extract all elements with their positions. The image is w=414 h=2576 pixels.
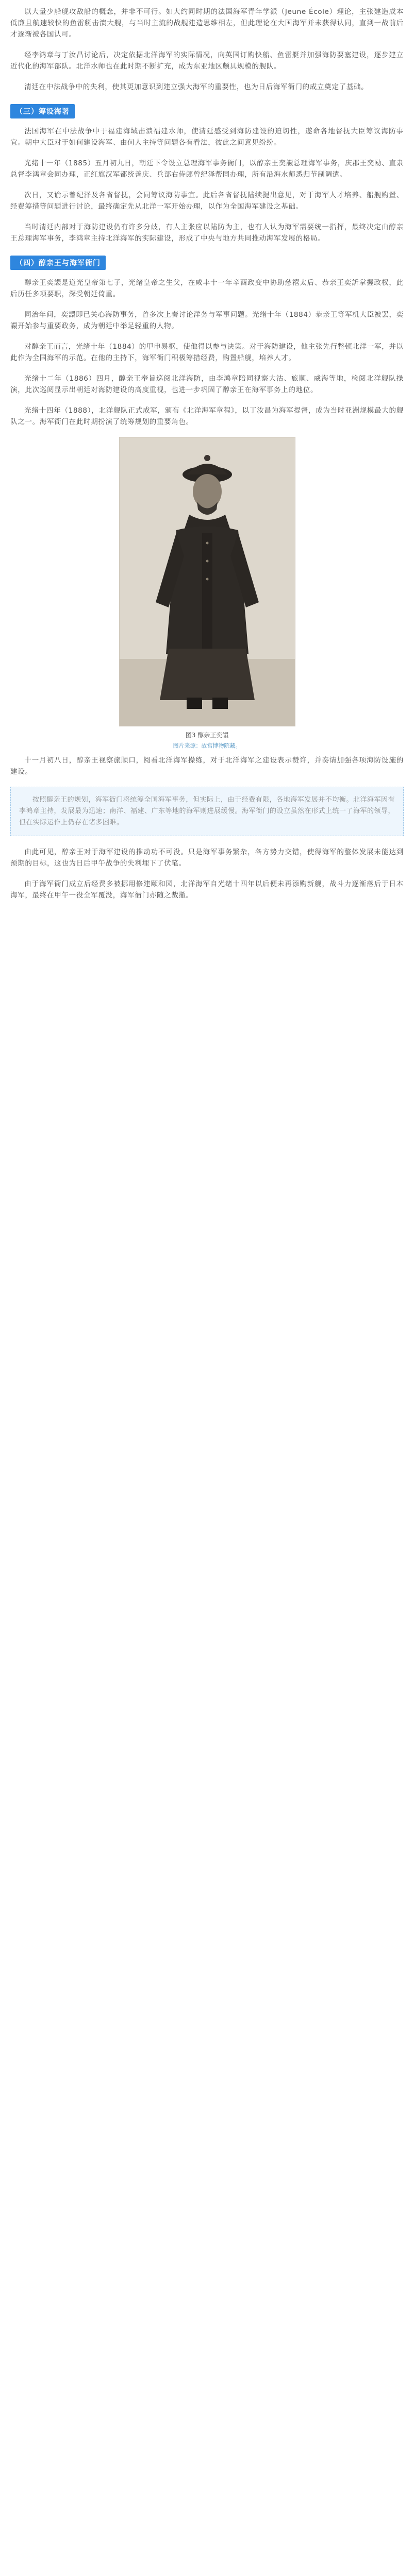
section-paragraph: 同治年间，奕譞即已关心海防事务，曾多次上奏讨论洋务与军事问题。光绪十年（1884）恭亲王等军机大臣被罢，奕譞开始参与重要政务，成为朝廷中举足轻重的人物。	[10, 311, 404, 330]
intro-paragraph: 经李鸿章与丁汝昌讨论后，决定依据北洋海军的实际情况，向英国订购快船、鱼雷艇并加强海防要塞建设，逐步建立近代化的海军部队。北洋水师也在此时期不断扩充，成为东亚地区颇具规模的舰队。	[10, 51, 404, 71]
portrait-figure	[10, 437, 404, 750]
section-haishu	[10, 102, 404, 244]
intro-paragraph: 清廷在中法战争中的失利，使其更加意识到建立强大海军的重要性，也为日后海军衙门的成立奠定了基础。	[24, 83, 369, 91]
figure-source: 图片来源：故宫博物院藏。	[173, 742, 241, 749]
portrait-photo	[119, 437, 295, 726]
intro-paragraph: 以大量少船舰攻敌船的概念，并非不可行。如大约同时期的法国海军青年学派（Jeune École）理论，主张建造成本低廉且航速较快的鱼雷艇击溃大舰，与当时主流的战舰建造思维相左，但此理论在大国海军并未获得认同，直到一战前后才逐渐被各国认可。	[10, 8, 404, 39]
quote-text: 按照醇亲王的规划，海军衙门将统筹全国海军事务，但实际上，由于经费有限，各地海军发展并不均衡。北洋海军因有李鸿章主持，发展最为迅速；南洋、福建、广东等地的海军则进展缓慢。海军衙门的设立虽然在形式上统一了海军的领导，但在实际运作上仍存在诸多困难。	[19, 796, 395, 826]
intro-section	[10, 6, 404, 93]
quote-box	[10, 787, 404, 836]
after-figure-paragraph: 十一月初八日，醇亲王视察旅顺口，阅看北洋海军操练，对于北洋海军之建设表示赞许，并奏请加强各项海防设施的建设。	[10, 756, 404, 776]
section-paragraph: 次日，又谕示曾纪泽及各省督抚，会同筹议海防事宜。此后各省督抚陆续提出意见，对于海军人才培养、船舰购置、经费筹措等问题进行讨论，最终确定先从北洋一军开始办理，以作为全国海军建设之基础。	[10, 191, 404, 211]
section-title: （三）筹设海署	[10, 104, 75, 118]
closing-section	[10, 846, 404, 901]
section-paragraph: 当时清廷内部对于海防建设仍有许多分歧，有人主张应以陆防为主，也有人认为海军需要统一指挥，最终决定由醇亲王总理海军事务，李鸿章主持北洋海军的实际建设，形成了中央与地方共同推动海军发展的格局。	[10, 223, 404, 243]
closing-paragraph: 由于海军衙门成立后经费多被挪用修建颐和园，北洋海军自光绪十四年以后便未再添购新舰，战斗力逐渐落后于日本海军，最终在甲午一役全军覆没，海军衙门亦随之裁撤。	[10, 880, 404, 900]
section-paragraph: 光绪十一年（1885）五月初九日，朝廷下令设立总理海军事务衙门，以醇亲王奕譞总理海军事务，庆郡王奕劻、直隶总督李鸿章会同办理，正红旗汉军都统善庆、兵部右侍郎曾纪泽帮同办理，所有沿海水师悉归节制调遣。	[10, 159, 404, 179]
section-paragraph: 醇亲王奕譞是道光皇帝第七子，光绪皇帝之生父，在咸丰十一年辛酉政变中协助慈禧太后、恭亲王奕訢掌握政权，此后历任多项要职，深受朝廷倚重。	[10, 279, 404, 298]
section-paragraph: 光绪十四年（1888），北洋舰队正式成军，颁布《北洋海军章程》，以丁汝昌为海军提督，成为当时亚洲规模最大的舰队之一。海军衙门在此时期扮演了统筹规划的重要角色。	[10, 406, 404, 426]
section-paragraph: 对醇亲王而言，光绪十年（1884）的甲申易枢，使他得以参与决策。对于海防建设，他主张先行整顿北洋一军，并以此作为全国海军的示范。在他的主持下，海军衙门积极筹措经费，购置船舰，培养人才。	[10, 343, 404, 362]
portrait-illustration	[120, 437, 295, 726]
section-title: （四）醇亲王与海军衙门	[10, 256, 106, 270]
figure-caption: 图3 醇亲王奕譞	[185, 732, 229, 739]
section-paragraph: 光绪十二年（1886）四月，醇亲王奉旨巡阅北洋海防，由李鸿章陪同视察大沽、旅顺、威海等地，检阅北洋舰队操演，此次巡阅显示出朝廷对海防建设的高度重视，也进一步巩固了醇亲王在海军事务上的地位。	[10, 375, 404, 394]
closing-paragraph: 由此可见，醇亲王对于海军建设的推动功不可没。只是海军事务繁杂，各方势力交错，使得海军的整体发展未能达到预期的目标，这也为日后甲午战争的失利埋下了伏笔。	[10, 848, 404, 868]
section-chunqinwang	[10, 253, 404, 428]
section-paragraph: 法国海军在中法战争中于福建海域击溃福建水师，使清廷感受到海防建设的迫切性，遂命各地督抚大臣筹议海防事宜。朝中大臣对于如何建设海军、由何人主持等问题各有看法，彼此之间意见纷纷。	[10, 127, 404, 147]
